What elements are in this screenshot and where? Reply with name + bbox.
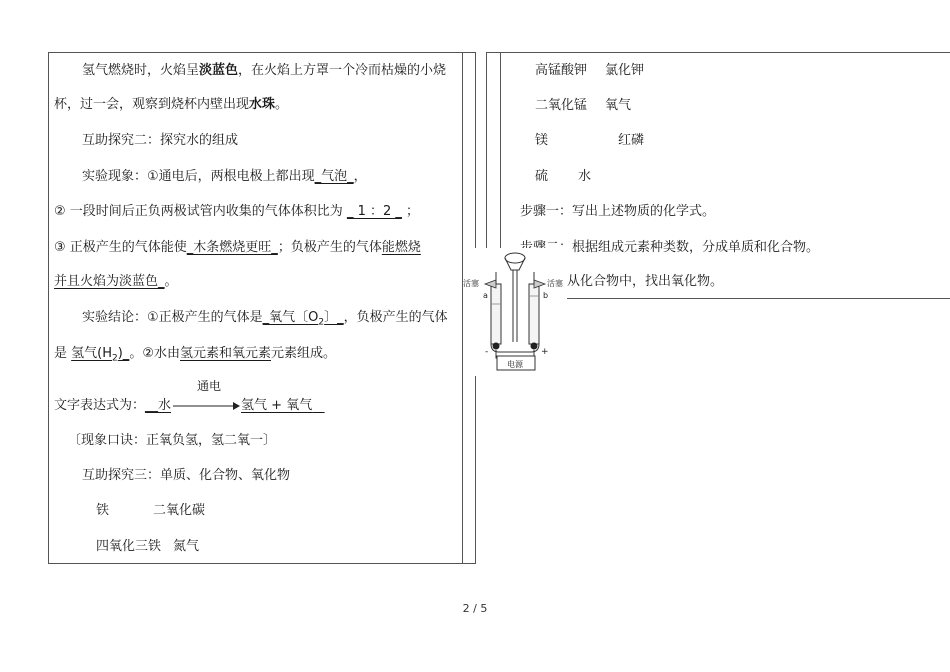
word-equation: 文字表达式为：__水 通电 氢气 + 氧气: [54, 379, 313, 413]
substance-row-2: 四氧化三铁 氮气: [96, 539, 200, 554]
substance-row-4: 二氧化锰 氧气: [535, 98, 632, 113]
arrow-icon: [171, 400, 241, 412]
electrode-label-plus: +: [541, 347, 549, 357]
conclusion-2: 是 氢气$(H_2)\_$。②水由氢元素和氧元素元素组成。: [54, 346, 336, 364]
page-number: 2 / 5: [462, 602, 488, 615]
para-hydrogen-burn-2: 杯，过一会，观察到烧杯内壁出现水珠。: [54, 97, 289, 112]
substance-row-5: 镁 红磷: [535, 133, 645, 148]
conclusion-1: 实验结论：①正极产生的气体是_氧气〔$O_2$〕_，负极产生的气体: [82, 310, 448, 328]
mnemonic: 〔现象口诀：正氧负氢，氢二氧一〕: [68, 433, 277, 448]
tube-label-a: a: [483, 291, 488, 300]
step-1: 步骤一：写出上述物质的化学式。: [520, 204, 716, 219]
step-2: 步骤二：根据组成元素种类数，分成单质和化合物。: [520, 240, 820, 255]
substance-row-3: 高锰酸钾 氯化钾: [535, 63, 645, 78]
stopcock-label-left: 活塞: [463, 279, 479, 288]
phenomenon-2: ② 一段时间后正负两极试管内收集的气体体积比为 _ 1 ：2 _ ；: [54, 204, 420, 219]
reaction-arrow: [171, 379, 241, 414]
section-heading-3: 互助探究三：单质、化合物、氧化物: [82, 468, 291, 483]
reaction-condition: 通电: [197, 379, 222, 393]
phenomenon-3-cont: 并且火焰为淡蓝色_。: [54, 274, 178, 289]
substance-row-1: 铁 二氧化碳: [96, 503, 206, 518]
tube-label-b: b: [543, 291, 549, 300]
electrolysis-apparatus-figure: [463, 248, 567, 376]
section-heading-2: 互助探究二：探究水的组成: [82, 133, 239, 148]
phenomenon-3: ③ 正极产生的气体能使_木条燃烧更旺_；负极产生的气体能燃烧: [54, 240, 421, 255]
phenomenon-1: 实验现象：①通电后，两根电极上都出现_气泡_，: [82, 169, 367, 184]
stopcock-label-right: 活塞: [547, 279, 563, 288]
substance-row-6: 硫 水: [535, 169, 592, 184]
electrode-label-minus: -: [485, 347, 489, 357]
left-table-cell: [48, 52, 476, 564]
para-hydrogen-burn-1: 氢气燃烧时，火焰呈淡蓝色，在火焰上方罩一个冷而枯燥的小烧: [82, 63, 447, 78]
power-supply-label: 电源: [507, 360, 523, 369]
step-3: 从化合物中，找出氧化物。: [567, 274, 724, 289]
